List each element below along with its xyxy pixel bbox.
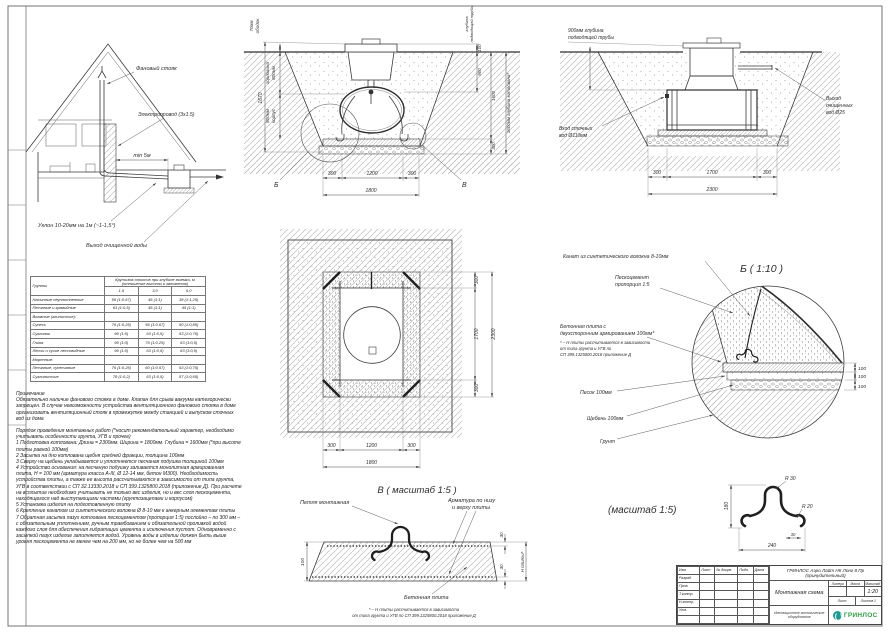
table-row: Песчаные, супесчаные 76 (1:0,25) 60 (1:0,57) 53 (1:0,75)	[31, 364, 206, 373]
sig-row-label: Пров.	[678, 583, 700, 591]
scale-value: 1:20	[867, 588, 879, 595]
label-gravel: Щебень 100мм	[587, 416, 624, 422]
detail-b	[560, 254, 866, 445]
label-clean-water-outlet: Выход очищенной воды	[86, 243, 148, 249]
dim: 30	[499, 564, 504, 570]
label-slab-note: СП 399.1325800.2018 приложение Д	[560, 352, 632, 357]
note-step: 4 Устройство основания: на песчаную подушку заливается монолитная армированная плита, Н = 100 мм (арматура класса А-III, Ø 12-14 мм, бетон М300). Необходимость устройства плиты, а также ее высота рассчитываются в зависимости от типа грунта, УГВ в соответствии с СП 32.13330.2018 и СП 399.1325800.2018 (приложение Д). При расчете на всплытие необходимо учитывать не только вес изделия, но и вес слоя пескоцемента, находящегося над выступающими частями (грунтозацепами и корпусом)	[16, 465, 242, 502]
label-outlet: Выход	[826, 96, 842, 102]
label-rebar: и верху плиты	[452, 505, 491, 511]
sheet-label: Лист	[829, 597, 855, 605]
loop-detail	[608, 476, 813, 552]
dim: 100	[301, 557, 306, 567]
table-row: Суглинок 90 (1:0) 63 (1:0,5) 53 (1:0,75)	[31, 330, 206, 339]
label-slab-note: от типа грунта и УГВ по	[560, 346, 612, 351]
dim: 1700	[706, 170, 718, 176]
table-header: 3,0	[138, 287, 172, 296]
label-note: от типа грунта и УГВ по СП 399.1325800.2018 приложение Д	[352, 613, 476, 618]
dim: ободок	[255, 18, 260, 34]
label-concrete-slab: Бетонная плита	[404, 595, 449, 601]
notes-steps	[16, 440, 242, 545]
dim: 100	[858, 375, 867, 380]
company-slogan: Инновационное экологическое оборудование	[770, 606, 829, 624]
dim: 1600мм глубина котлована*	[506, 72, 511, 134]
table-header: Крутизна откосов при глубине выемки, м (отношение высоты к заложению)	[105, 277, 206, 287]
dim: 1200	[366, 171, 378, 177]
dim: корпус	[271, 108, 276, 124]
dim: 300	[327, 443, 336, 449]
dim: 1700	[474, 328, 480, 340]
loop-detail-heading: (масштаб 1:5)	[608, 505, 677, 516]
dim-r30: R 30	[785, 476, 796, 482]
sig-header: № докум.	[715, 567, 738, 575]
dim: 2300	[491, 328, 497, 340]
detail-ref-v: В	[462, 182, 467, 189]
dim: 300	[327, 171, 337, 177]
dim: 100	[477, 44, 482, 52]
scale-label: Масштаб	[865, 581, 881, 586]
note-step: 6 Крепление канатом из синтетического волокна Ø 8-10 мм к анкерным элементам плиты	[16, 508, 236, 515]
notes-title: Примечание	[16, 391, 45, 397]
soil-table-body	[31, 295, 206, 381]
label-vent-stack: Фановый стояк	[136, 66, 177, 72]
note-step: 3 Сверху на щебень укладывается и уплотняется песчаная подушка толщиной 100мм	[16, 458, 224, 465]
label-slab: двухсторонним армированием 100мм*	[560, 331, 655, 337]
dim: подводящей трубы	[469, 5, 474, 43]
label-sand: Песок 100мм	[580, 390, 612, 396]
dim: горловина	[265, 62, 270, 84]
sig-row-label: Т.контр.	[678, 591, 700, 599]
label-inlet: Вход сточных	[559, 126, 593, 132]
grinlos-globe-icon	[833, 611, 842, 620]
dim: 300	[407, 171, 417, 177]
grinlos-logo	[829, 606, 881, 624]
dim: 240	[767, 543, 777, 549]
label-inlet: вод Ø110мм	[559, 133, 588, 139]
table-row: Глина 90 (1:0) 76 (1:0,25) 63 (1:0,5)	[31, 338, 206, 347]
label-pipe-depth: подводящей трубы	[568, 35, 615, 41]
dim: 1800	[365, 188, 377, 194]
dim: 300	[762, 170, 772, 176]
sheets-label: Листов 1	[860, 599, 876, 603]
table-row: Моренные:	[31, 356, 206, 365]
product-name: ГРИНЛОС Аэро Лайт НК Лонг 8 Пр (принудительный)	[770, 566, 881, 581]
sig-header: Изм.	[678, 567, 700, 575]
notes-order-title: Порядок проведения монтажных работ (*носит рекомендательный характер, необходимо учитывать особенности грунта, УГВ и прочее)	[16, 427, 234, 441]
dim: 30	[499, 532, 504, 538]
dim: 300	[491, 142, 496, 150]
dim: 1670	[258, 92, 264, 104]
table-header: 5,0	[172, 287, 206, 296]
signature-table	[677, 566, 769, 624]
doc-title: Монтажная схема	[770, 581, 829, 605]
label-electric: Электропровод (3х1.5)	[138, 112, 195, 118]
label-distance: min 5м	[133, 153, 151, 159]
table-row: Влажные (глинистые):	[31, 313, 206, 322]
dim: 180	[724, 501, 730, 511]
detail-b-heading: Б ( 1:10 )	[740, 263, 784, 275]
soil-slope-table	[30, 276, 206, 382]
title-block	[676, 565, 882, 625]
dim: 100	[858, 385, 867, 390]
sig-header: Подп.	[738, 567, 753, 575]
note-step: 5 Установка изделия на подготовленную плиту	[16, 502, 131, 509]
table-header: 1,5	[105, 287, 139, 296]
dim: 300	[474, 383, 480, 393]
label-slab: Бетонная плита с	[560, 324, 607, 330]
table-header: Грунты	[31, 277, 105, 296]
table-row: Лессы и сухие лессовидные 90 (1:0) 63 (1:0,5) 63 (1:0,5)	[31, 347, 206, 356]
dim-r20: R 20	[802, 504, 813, 510]
table-row: Супесь 76 (1:0,25) 56 (1:0,67) 50 (1:0,85)	[31, 321, 206, 330]
label-outlet: вод Ø25	[826, 110, 845, 116]
note-step: 1 Подготовка котлована: Длина = 2300мм. Ширина = 1800мм. Глубина = 1600мм (*при высоте плиты равной 100мм)	[16, 440, 241, 453]
label-cement: Пескоцемент	[615, 275, 649, 281]
dim: 70мм	[249, 20, 254, 32]
section-front	[559, 28, 853, 197]
dim: 300	[652, 170, 662, 176]
note-step: 2 Засыпка на дно котлована щебня средней фракции, толщина 100мм	[16, 452, 185, 459]
dim: глубина	[464, 16, 469, 32]
sig-header: Лист	[700, 567, 715, 575]
house-view	[26, 44, 226, 249]
detail-v-heading: В ( масштаб 1:5 )	[377, 485, 457, 496]
sig-row-label: Н.контр.	[678, 599, 700, 607]
dim: 1800	[365, 460, 378, 466]
label-rebar: Арматура по низу	[448, 498, 496, 504]
grinlos-logo-text: ГРИНЛОС	[843, 611, 878, 619]
label-slab-note: * – Н плиты рассчитывается в зависимости	[560, 340, 651, 345]
detail-v	[300, 485, 528, 618]
label-outlet: очищенных	[826, 103, 853, 109]
dim: 300	[474, 275, 480, 285]
label-pipe-depth: 900мм глубина	[568, 28, 604, 34]
table-row: Насыпные неуплотненные 56 (1:0,67) 45 (1:1) 38 (1:1,25)	[31, 295, 206, 304]
sig-header: Дата	[753, 567, 768, 575]
note-step: 7 Обратная засыпка пазух котлована пескоцементом (пропорция 1:5) послойно – по 300 мм – с обязательным уплотнением, ручным трамбованием и обязательной проливкой водой каждого слоя для обеспечения гидратации цемента и исключения пустот. Одновременно с засыпкой пазух изделие заполняется водой. Уровень воды в изделии должен быть выше уровня пескоцемента не менее чем на 200 мм, но не более чем на 500 мм	[16, 514, 241, 546]
section-side	[244, 6, 520, 197]
dim: Н плиты*	[520, 551, 525, 573]
label-loop: Петля монтажная	[300, 500, 350, 506]
dim: 300	[407, 443, 416, 449]
label-slope: Уклон 10-20мм на 1м (~1-1,5°)	[38, 223, 116, 229]
label-soil: Грунт	[600, 439, 616, 445]
dim: 1500	[491, 90, 496, 102]
sig-row-label: Утв.	[678, 607, 700, 615]
dim: 30	[790, 532, 796, 537]
label-cement: пропорция 1:5	[615, 282, 650, 288]
table-row: Суглинистые 78 (1:0,2) 63 (1:0,5) 57 (1:0,65)	[31, 373, 206, 382]
dim: 800мм	[265, 109, 270, 123]
dim: 1200	[365, 443, 378, 449]
label-rope: Канат из синтетического волокна 8-10мм	[563, 254, 669, 260]
litera-label: Литера	[829, 581, 847, 586]
dim: 2300	[706, 187, 718, 193]
table-row: Песчаные и гравийные 63 (1:0,5) 45 (1:1) 45 (1:1)	[31, 304, 206, 313]
mass-label: Масса	[847, 581, 865, 586]
detail-ref-b: Б	[274, 182, 279, 189]
dim: 800мм	[271, 66, 276, 80]
plan-view	[280, 229, 497, 469]
dim: 900	[477, 68, 482, 76]
notes-block	[16, 391, 242, 546]
sig-row-label: Разраб.	[678, 575, 700, 583]
dim: 100	[858, 367, 867, 372]
label-note: * – Н плиты рассчитывается в зависимости	[368, 607, 460, 612]
notes-para: Обязательно наличие фанового стояка в доме. Клапан для срыва вакуума категорически запрещен. В случае невозможности устройства вентиляционного фанового стояка в доме организовать вентиляционный стояк в промежутке между станцией и выпуском сточных вод из дома	[16, 397, 236, 422]
